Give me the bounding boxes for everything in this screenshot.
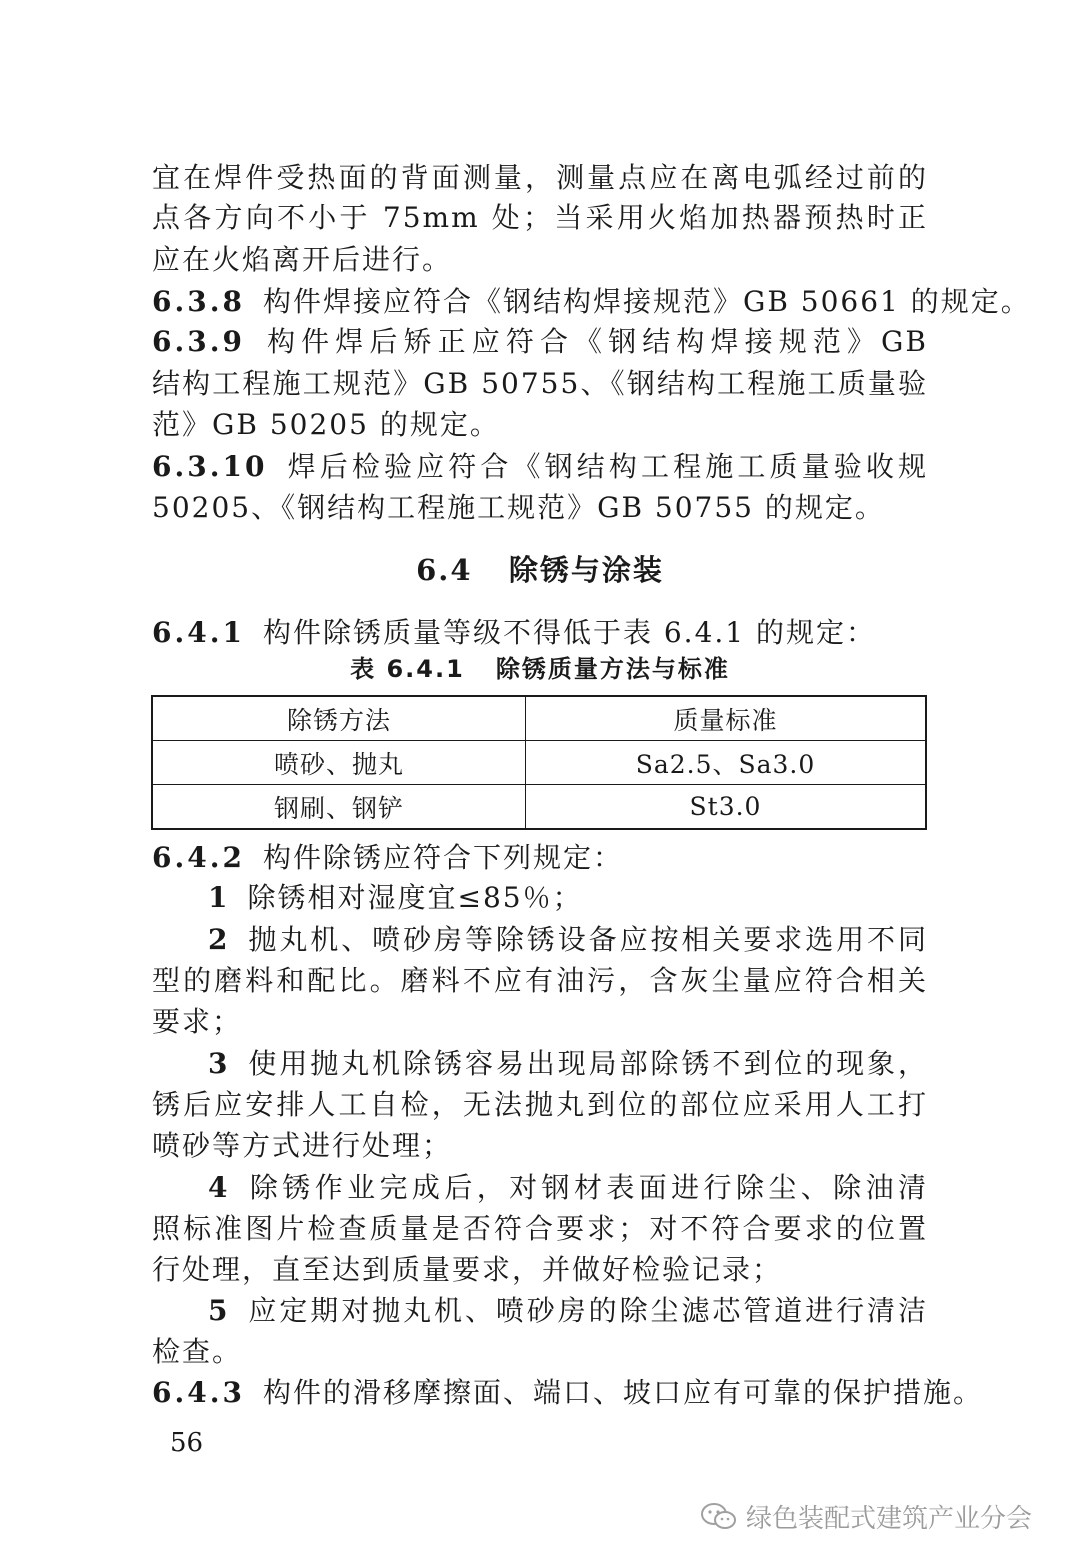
paragraph-line: 应在火焰离开后进行。 <box>152 243 453 276</box>
clause-6-3-8 <box>152 282 1031 322</box>
section-title: 除锈与涂装 <box>508 553 664 587</box>
list-item-number: 2 <box>208 923 230 956</box>
table-header-cell: 质量标准 <box>526 696 927 741</box>
page-number: 56 <box>170 1428 204 1458</box>
list-item <box>208 878 928 918</box>
clause-6-4-1 <box>152 613 928 653</box>
list-item-number: 3 <box>208 1047 230 1080</box>
table-cell: 钢刷、钢铲 <box>152 785 526 830</box>
paragraph-line: 点各方向不小于 75mm 处；当采用火焰加热器预热时正 <box>152 201 928 234</box>
paragraph-line: 结构工程施工规范》GB 50755、《钢结构工程施工质量验 <box>152 367 928 400</box>
clause-6-3-10 <box>152 447 928 487</box>
list-item-number: 1 <box>208 881 230 914</box>
table-header-row <box>152 696 926 741</box>
section-number: 6.4 <box>416 553 473 587</box>
paragraph-line: 照标准图片检查质量是否符合要求；对不符合要求的位置 <box>152 1212 928 1245</box>
clause-text: 构件除锈应符合下列规定： <box>262 841 623 874</box>
table-cell: 喷砂、抛丸 <box>152 741 526 785</box>
list-item-text: 抛丸机、喷砂房等除锈设备应按相关要求选用不同 <box>247 923 928 956</box>
watermark <box>700 1498 1032 1535</box>
list-item-number: 4 <box>208 1171 230 1204</box>
list-item <box>208 1291 928 1331</box>
list-item-text: 应定期对抛丸机、喷砂房的除尘滤芯管道进行清洁 <box>247 1294 928 1327</box>
table-header-cell: 除锈方法 <box>152 696 526 741</box>
list-item-text: 使用抛丸机除锈容易出现局部除锈不到位的现象， <box>247 1047 928 1080</box>
paragraph-line: 范》GB 50205 的规定。 <box>152 408 500 441</box>
table-caption-title: 除锈质量方法与标准 <box>495 655 730 683</box>
section-heading <box>0 550 1080 590</box>
paragraph-line: 型的磨料和配比。磨料不应有油污，含灰尘量应符合相关 <box>152 964 928 997</box>
clause-text: 焊后检验应符合《钢结构工程施工质量验收规 <box>285 450 928 483</box>
paragraph-line: 行处理，直至达到质量要求，并做好检验记录； <box>152 1253 783 1286</box>
clause-number: 6.3.8 <box>152 285 245 318</box>
paragraph-line: 喷砂等方式进行处理； <box>152 1129 453 1162</box>
clause-text: 构件焊后矫正应符合《钢结构焊接规范》GB <box>262 325 928 358</box>
rust-removal-table <box>151 695 927 830</box>
clause-number: 6.3.10 <box>152 450 268 483</box>
clause-number: 6.4.1 <box>152 616 245 649</box>
paragraph-line: 要求； <box>152 1005 243 1038</box>
clause-text: 构件焊接应符合《钢结构焊接规范》GB 50661 的规定。 <box>262 285 1031 318</box>
wechat-icon <box>700 1502 738 1532</box>
table-caption-number: 表 6.4.1 <box>350 655 465 683</box>
list-item <box>208 1044 928 1084</box>
table-row <box>152 741 926 785</box>
paragraph-line: 锈后应安排人工自检，无法抛丸到位的部位应采用人工打 <box>152 1088 928 1121</box>
clause-6-3-9 <box>152 322 928 362</box>
table-caption <box>0 652 1080 686</box>
list-item-number: 5 <box>208 1294 230 1327</box>
clause-6-4-2 <box>152 838 928 878</box>
table-row <box>152 785 926 830</box>
list-item <box>208 1168 928 1208</box>
table-cell: St3.0 <box>526 785 927 830</box>
list-item <box>208 920 928 960</box>
list-item-text: 除锈相对湿度宜≤85％； <box>247 881 583 914</box>
clause-number: 6.4.3 <box>152 1376 245 1409</box>
clause-number: 6.3.9 <box>152 325 245 358</box>
table-cell: Sa2.5、Sa3.0 <box>526 741 927 785</box>
list-item-text: 除锈作业完成后，对钢材表面进行除尘、除油清 <box>247 1171 928 1204</box>
paragraph-line: 检查。 <box>152 1335 243 1368</box>
clause-text: 构件除锈质量等级不得低于表 6.4.1 的规定： <box>262 616 877 649</box>
clause-number: 6.4.2 <box>152 841 245 874</box>
watermark-text: 绿色装配式建筑产业分会 <box>746 1504 1033 1534</box>
clause-6-4-3 <box>152 1373 983 1413</box>
paragraph-line: 50205、《钢结构工程施工规范》GB 50755 的规定。 <box>152 491 885 524</box>
clause-text: 构件的滑移摩擦面、端口、坡口应有可靠的保护措施。 <box>262 1376 983 1409</box>
paragraph-line: 宜在焊件受热面的背面测量，测量点应在离电弧经过前的 <box>152 161 928 194</box>
